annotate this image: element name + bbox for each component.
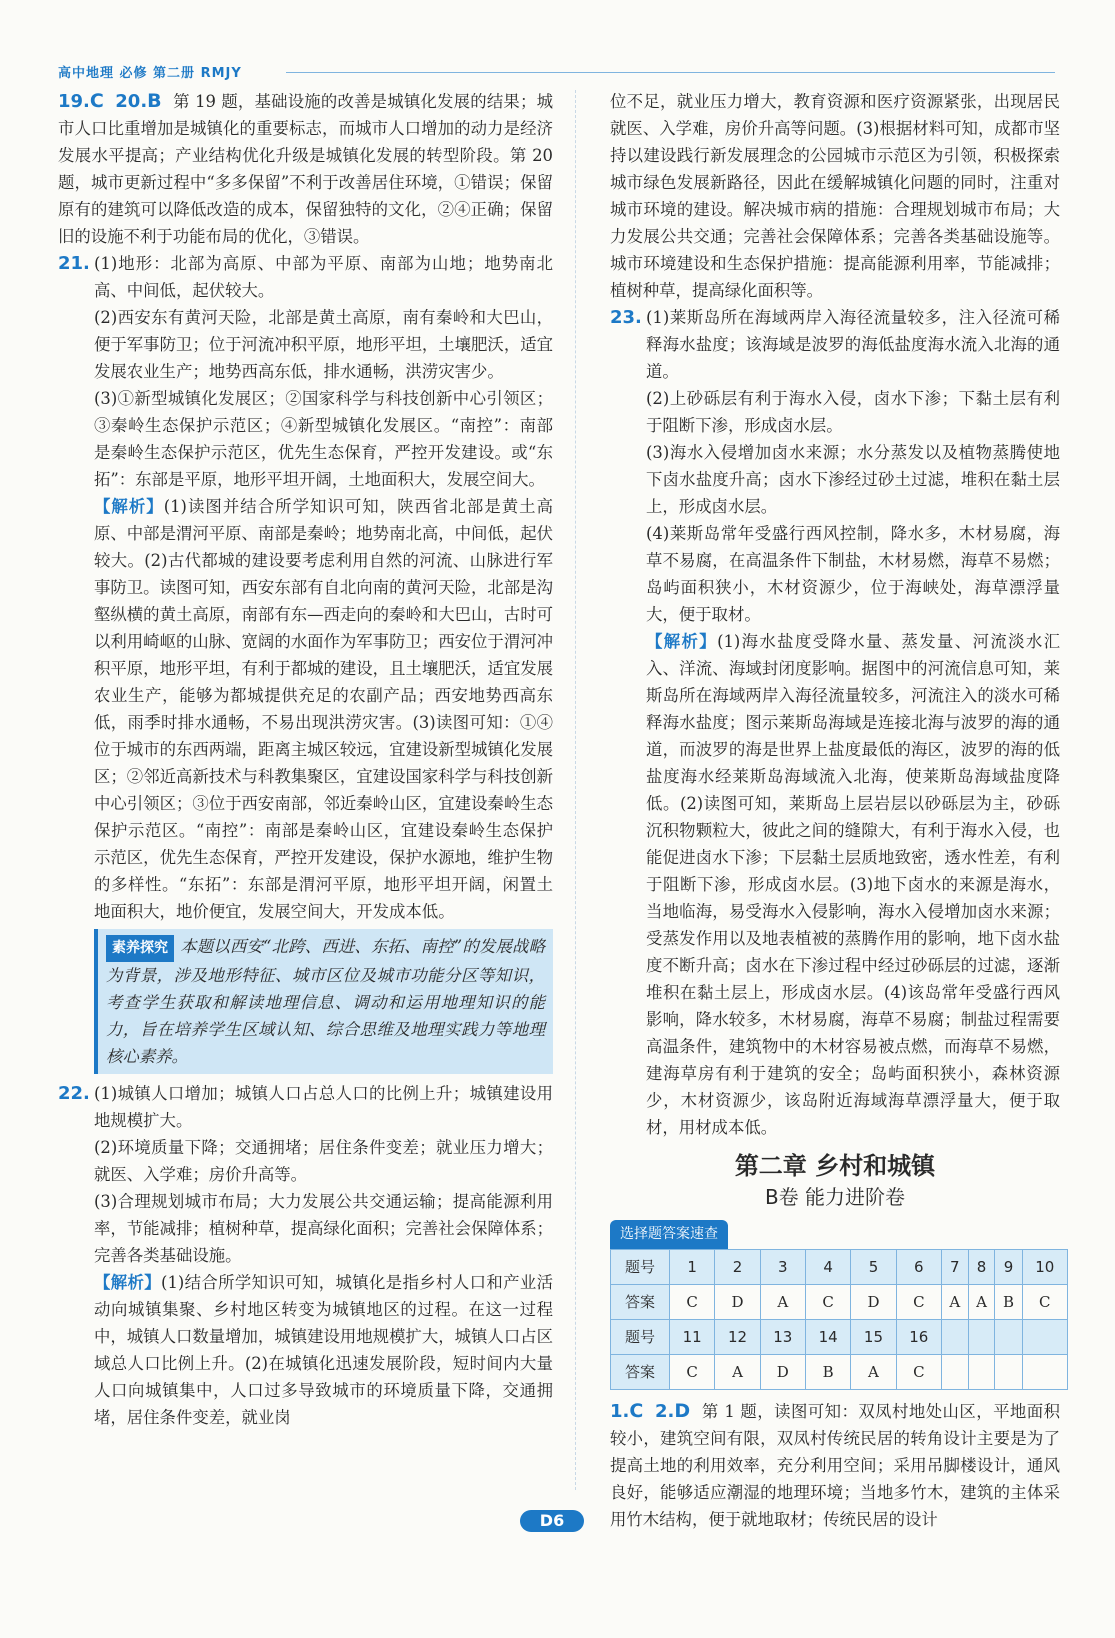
table-cell: 7 [941,1250,968,1285]
question-number: 22. [58,1083,90,1104]
table-cell: B [995,1285,1022,1320]
answer-part: (1)莱斯岛所在海域两岸入海径流量较多，注入径流可稀释海水盐度；该海域是波罗的海低盐度海水流入北海的通道。 [646,308,1060,381]
answer-part: (2)上砂砾层有利于海水入侵，卤水下渗；下黏土层有利于阻断下渗，形成卤水层。 [646,389,1060,435]
answer-23 [610,304,1060,1141]
answer-text: 第 19 题，基础设施的改善是城镇化发展的结果；城市人口比重增加是城镇化的重要标志，而城市人口增加的动力是经济发展水平提高；产业结构优化升级是城镇化发展的转型阶段。第 20 题，城市更新过程中“多多保留”不利于改善居住环境，①错误；保留原有的建筑可以降低改造的成本，保留独特的文化，②④正确；保留旧的设施不利于功能布局的优化，③错误。 [58,92,553,246]
row-label: 答案 [611,1285,670,1320]
analysis-tag: 【解析】 [94,1273,162,1292]
answer-part: (1)地形：北部为高原、中部为平原、南部为山地；地势南北高、中间低，起伏较大。 [94,254,553,300]
answer-part: (1)城镇人口增加；城镇人口占总人口的比例上升；城镇建设用地规模扩大。 [94,1084,553,1130]
table-cell: 14 [805,1320,850,1355]
question-number: 19. [58,91,90,112]
table-cell: A [851,1355,896,1390]
table-cell [995,1355,1022,1390]
table-cell: 15 [851,1320,896,1355]
table-cell: 5 [851,1250,896,1285]
question-number: 1. [610,1401,630,1422]
header-rule [286,72,1055,73]
table-cell: C [805,1285,850,1320]
question-number: 2. [655,1401,675,1422]
table-cell: C [1022,1285,1067,1320]
table-cell: 9 [995,1250,1022,1285]
answer-table-title: 选择题答案速查 [610,1220,728,1249]
table-cell [941,1355,968,1390]
table-cell: A [941,1285,968,1320]
answer-1-2 [610,1398,1060,1533]
literacy-tag: 素养探究 [106,935,174,962]
table-cell: D [760,1355,805,1390]
answer-letter: B [147,90,162,112]
table-cell [941,1320,968,1355]
table-cell: 8 [968,1250,995,1285]
analysis-tag: 【解析】 [646,632,718,651]
answer-part: (2)环境质量下降；交通拥堵；居住条件变差；就业压力增大；就医、入学难；房价升高等。 [94,1138,553,1184]
table-row [611,1320,1068,1355]
table-cell: D [851,1285,896,1320]
table-cell: C [670,1285,715,1320]
answer-letter: D [674,1400,691,1422]
table-cell: 10 [1022,1250,1067,1285]
table-cell [1022,1320,1067,1355]
right-column [610,88,1060,1533]
table-cell [968,1355,995,1390]
table-cell: 16 [896,1320,941,1355]
table-row [611,1285,1068,1320]
answer-part: (4)莱斯岛常年受盛行西风控制，降水多，木材易腐，海草不易腐，在高温条件下制盐，木材易燃，海草不易燃；岛屿面积狭小，木材资源少，位于海峡处，海草漂浮量大，便于取材。 [646,524,1060,624]
answer-letter: C [629,1400,644,1422]
table-cell: 3 [760,1250,805,1285]
chapter-title: 第二章 乡村和城镇 [734,1152,936,1180]
table-cell [995,1320,1022,1355]
answer-21 [58,250,553,1074]
table-cell [1022,1355,1067,1390]
answer-table [610,1249,1068,1390]
table-cell: 12 [715,1320,760,1355]
table-row [611,1355,1068,1390]
answer-letter: C [89,90,104,112]
analysis [94,1269,553,1431]
question-number: 21. [58,253,90,274]
table-cell: 2 [715,1250,760,1285]
row-label: 题号 [611,1320,670,1355]
table-cell: 6 [896,1250,941,1285]
answer-22-continued: 位不足，就业压力增大，教育资源和医疗资源紧张，出现居民就医、入学难，房价升高等问题。(3)根据材料可知，成都市坚持以建设践行新发展理念的公园城市示范区为引领，积极探索城市绿色发展新路径，因此在缓解城镇化问题的同时，注重对城市环境的建设。解决城市病的措施：合理规划城市布局；大力发展公共交通；完善社会保障体系；完善各类基础设施等。城市环境建设和生态保护措施：提高能源利用率，节能减排；植树种草，提高绿化面积等。 [610,92,1060,300]
table-cell: C [896,1285,941,1320]
analysis-tag: 【解析】 [94,497,164,516]
table-cell: C [670,1355,715,1390]
answer-19-20 [58,88,553,250]
answer-text: 第 1 题，读图可知：双凤村地处山区，平地面积较小，建筑空间有限，双凤村传统民居的转角设计主要是为了提高土地的利用效率，充分利用空间；采用吊脚楼设计，通风良好，能够适应潮湿的地理环境；当地多竹木，建筑的主体采用竹木结构，便于就地取材；传统民居的设计 [610,1402,1060,1529]
table-cell: 4 [805,1250,850,1285]
literacy-box [94,929,553,1074]
analysis [646,628,1060,1141]
row-label: 答案 [611,1355,670,1390]
question-number: 20. [115,91,148,112]
answer-part: (3)合理规划城市布局；大力发展公共交通运输；提高能源利用率，节能减排；植树种草，提高绿化面积；完善社会保障体系；完善各类基础设施。 [94,1192,553,1265]
row-label: 题号 [611,1250,670,1285]
answer-part: (2)西安东有黄河天险，北部是黄土高原，南有秦岭和大巴山，便于军事防卫；位于河流冲积平原，地形平坦，土壤肥沃，适宜发展农业生产；地势西高东低，排水通畅，洪涝灾害少。 [94,308,553,381]
table-cell: 1 [670,1250,715,1285]
table-cell: C [896,1355,941,1390]
table-cell: 11 [670,1320,715,1355]
analysis-text: (1)读图并结合所学知识可知，陕西省北部是黄土高原、中部是渭河平原、南部是秦岭；地势南北高，中间低，起伏较大。(2)古代都城的建设要考虑利用自然的河流、山脉进行军事防卫。读图可知，西安东部有自北向南的黄河天险，北部是沟壑纵横的黄土高原，南部有东—西走向的秦岭和大巴山，古时可以利用崎岖的山脉、宽阔的水面作为军事防卫；西安位于渭河冲积平原，地形平坦，有利于都城的建设，且土壤肥沃，适宜发展农业生产，能够为都城提供充足的农副产品；西安地势西高东低，雨季时排水通畅，不易出现洪涝灾害。(3)读图可知：①④位于城市的东西两端，距离主城区较远，宜建设新型城镇化发展区；②邻近高新技术与科教集聚区，宜建设国家科学与科技创新中心引领区；③位于西安南部，邻近秦岭山区，宜建设秦岭生态保护示范区。“南控”：南部是秦岭山区，宜建设秦岭生态保护示范区，优先生态保育，严控开发建设，保护水源地，维护生物的多样性。“东拓”：东部是渭河平原，地形平坦开阔，闲置土地面积大，地价便宜，发展空间大，开发成本低。 [94,497,554,921]
literacy-text: 本题以西安“北跨、西进、东拓、南控”的发展战略为背景，涉及地形特征、城市区位及城市功能分区等知识，考查学生获取和解读地理信息、调动和运用地理知识的能力，旨在培养学生区域认知、综合思维及地理实践力等地理核心素养。 [106,937,545,1066]
table-cell: B [805,1355,850,1390]
volume-title: B卷 能力进阶卷 [764,1185,906,1209]
page-number: D6 [520,1510,584,1532]
table-cell: A [968,1285,995,1320]
table-cell [968,1320,995,1355]
answer-part: (3)海水入侵增加卤水来源；水分蒸发以及植物蒸腾使地下卤水盐度升高；卤水下渗经过砂土过滤，堆积在黏土层上，形成卤水层。 [646,443,1060,516]
running-header: 高中地理 必修 第二册 RMJY [58,66,242,81]
answer-22 [58,1080,553,1431]
analysis [94,493,553,925]
table-cell: A [715,1355,760,1390]
analysis-text: (1)结合所学知识可知，城镇化是指乡村人口和产业活动向城镇集聚、乡村地区转变为城镇地区的过程。在这一过程中，城镇人口数量增加，城镇建设用地规模扩大，城镇人口占区域总人口比例上升。(2)在城镇化迅速发展阶段，短时间内大量人口向城镇集中，人口过多导致城市的环境质量下降，交通拥堵，居住条件变差，就业岗 [94,1273,554,1427]
table-cell: A [760,1285,805,1320]
analysis-text: (1)海水盐度受降水量、蒸发量、河流淡水汇入、洋流、海域封闭度影响。据图中的河流信息可知，莱斯岛所在海域两岸入海径流量较多，河流注入的淡水可稀释海水盐度；图示莱斯岛海域是连接北海与波罗的海的通道，而波罗的海是世界上盐度最低的海区，波罗的海的低盐度海水经莱斯岛海域流入北海，使莱斯岛海域盐度降低。(2)读图可知，莱斯岛上层岩层以砂砾层为主，砂砾沉积物颗粒大，彼此之间的缝隙大，有利于海水入侵，也能促进卤水下渗；下层黏土层质地致密，透水性差，有利于阻断下渗，形成卤水层。(3)地下卤水的来源是海水，当地临海，易受海水入侵影响，海水入侵增加卤水来源；受蒸发作用以及地表植被的蒸腾作用的影响，地下卤水盐度不断升高；卤水在下渗过程中经过砂砾层的过滤，逐渐堆积在黏土层上，形成卤水层。(4)该岛常年受盛行西风影响，降水较多，木材易腐，海草不易腐；制盐过程需要高温条件，建筑物中的木材容易被点燃，而海草不易燃，建海草房有利于建筑的安全；岛屿面积狭小，森林资源少，木材资源少，该岛附近海域海草漂浮量大，便于取材，用材成本低。 [646,632,1061,1137]
question-number: 23. [610,307,642,328]
table-row [611,1250,1068,1285]
left-column [58,88,553,1431]
table-cell: 13 [760,1320,805,1355]
table-cell: D [715,1285,760,1320]
column-divider [575,90,576,1490]
answer-part: (3)①新型城镇化发展区；②国家科学与科技创新中心引领区；③秦岭生态保护示范区；④新型城镇化发展区。“南控”：南部是秦岭生态保护示范区，优先生态保育，严控开发建设。或“东拓”：东部是平原，地形平坦开阔，土地面积大，发展空间大。 [94,389,553,489]
